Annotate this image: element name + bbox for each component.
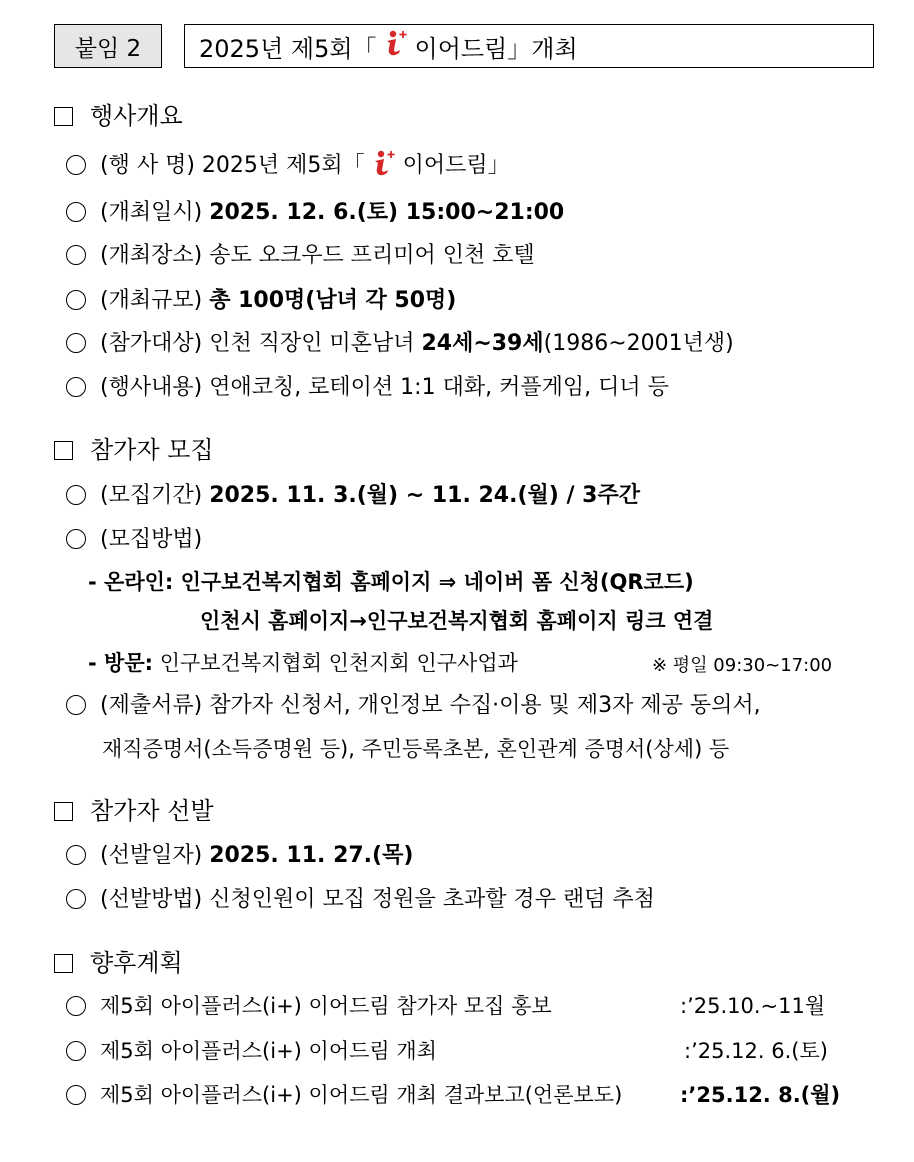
item-value: 연애코칭, 로테이션 1:1 대화, 커플게임, 디너 등 [209,375,669,400]
square-bullet-icon [54,441,73,460]
section-overview [54,96,183,131]
square-bullet-icon [54,954,73,973]
item-value-birth: (1986~2001년생) [543,331,734,356]
i-plus-logo-icon [369,148,399,184]
circle-bullet-icon [66,202,86,222]
overview-item-target [66,326,734,357]
plan-text: 제5회 아이플러스(i+) 이어드림 개최 결과보고(언론보도) [100,1083,623,1107]
circle-bullet-icon [66,996,86,1016]
section-heading: 참가자 선발 [90,797,214,825]
item-label: (제출서류) [100,693,203,718]
i-plus-logo-icon [381,28,411,64]
item-value-age: 24세~39세 [421,331,544,356]
circle-bullet-icon [66,333,86,353]
item-value-prefix: 2025년 제5회「 [201,153,365,178]
item-label: (선발방법) [100,887,203,912]
circle-bullet-icon [66,377,86,397]
selection-date [66,838,413,869]
square-bullet-icon [54,107,73,126]
overview-item-content [66,370,669,401]
recruit-visit [88,647,518,677]
section-plan [54,943,183,978]
item-value: 인천 직장인 미혼남녀 [209,331,415,356]
circle-bullet-icon [66,155,86,175]
item-value: 2025. 11. 3.(월) ~ 11. 24.(월) / 3주간 [209,483,640,508]
section-heading: 향후계획 [90,949,183,977]
item-value: 2025. 12. 6.(토) 15:00~21:00 [209,200,565,225]
item-value: 송도 오크우드 프리미어 인천 호텔 [209,243,535,268]
selection-method [66,882,655,913]
item-label: (개최규모) [100,288,203,313]
visit-value: 인구보건복지협회 인천지회 인구사업과 [159,651,518,675]
circle-bullet-icon [66,695,86,715]
recruit-online [88,566,694,596]
plan-item [66,990,552,1020]
visit-note: ※ 평일 09:30∼17:00 [652,655,833,676]
item-label: (참가대상) [100,331,203,356]
item-value: 2025. 11. 27.(목) [209,843,414,868]
online-line-1: 인구보건복지협회 홈페이지 ⇒ 네이버 폼 신청(QR코드) [180,570,694,594]
circle-bullet-icon [66,845,86,865]
section-recruit [54,430,214,465]
plan-item [66,1079,622,1109]
circle-bullet-icon [66,245,86,265]
plan-date: :’25.12. 6.(토) [684,1039,828,1063]
visit-label: - 방문: [88,651,153,675]
recruit-period [66,478,640,509]
item-value: 총 100명(남녀 각 50명) [209,288,457,313]
docs-line-2: 재직증명서(소득증명원 등), 주민등록초본, 혼인관계 증명서(상세) 등 [102,737,730,761]
title-prefix: 2025년 제5회「 [199,34,377,63]
title-name: 이어드림」개최 [414,34,578,63]
attachment-tag: 붙임 2 [54,24,162,68]
circle-bullet-icon [66,1041,86,1061]
online-line-2: 인천시 홈페이지→인구보건복지협회 홈페이지 링크 연결 [200,609,714,633]
section-heading: 참가자 모집 [90,436,214,464]
item-label: (선발일자) [100,843,203,868]
plan-item [66,1035,437,1065]
item-value: 이어드림」 [402,153,510,178]
plan-text: 제5회 아이플러스(i+) 이어드림 참가자 모집 홍보 [100,994,552,1018]
circle-bullet-icon [66,1085,86,1105]
item-label: (모집방법) [100,527,203,552]
circle-bullet-icon [66,889,86,909]
overview-item-datetime [66,195,564,226]
plan-date: :’25.10.~11월 [680,994,826,1018]
overview-item-scale [66,283,456,314]
section-heading: 행사개요 [90,102,183,130]
docs-line-1: 참가자 신청서, 개인정보 수집·이용 및 제3자 제공 동의서, [209,693,761,718]
item-label: (개최장소) [100,243,203,268]
plan-date: :’25.12. 8.(월) [680,1083,841,1107]
recruit-docs [66,688,761,719]
item-label: (행사내용) [100,375,203,400]
circle-bullet-icon [66,290,86,310]
online-label: - 온라인: [88,570,174,594]
item-value: 신청인원이 모집 정원을 초과할 경우 랜덤 추첨 [209,887,655,912]
overview-item-venue [66,238,535,269]
plan-text: 제5회 아이플러스(i+) 이어드림 개최 [100,1039,437,1063]
square-bullet-icon [54,802,73,821]
section-selection [54,791,214,826]
circle-bullet-icon [66,485,86,505]
item-label: (개최일시) [100,200,203,225]
circle-bullet-icon [66,529,86,549]
recruit-method [66,522,202,553]
item-label: (행 사 명) [100,153,195,178]
overview-item-name [66,148,510,184]
item-label: (모집기간) [100,483,203,508]
document-title [184,24,874,68]
